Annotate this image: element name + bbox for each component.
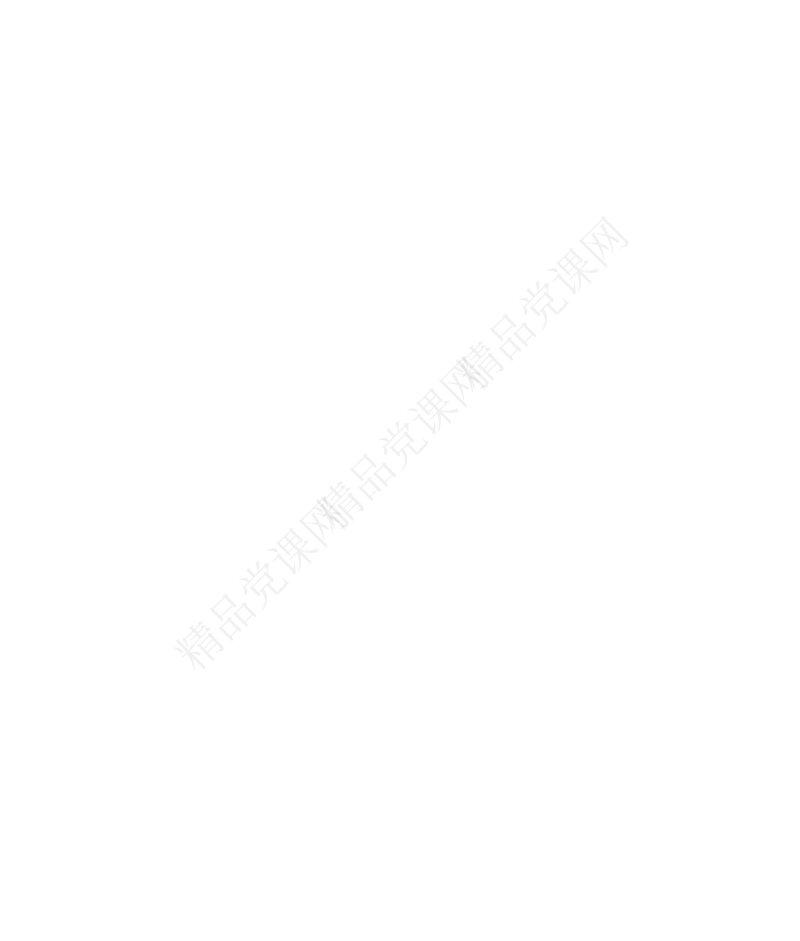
watermark: 精品党课网 精品党课网 精品党课网: [167, 209, 639, 681]
cut-off-top-line: [28, 0, 776, 19]
